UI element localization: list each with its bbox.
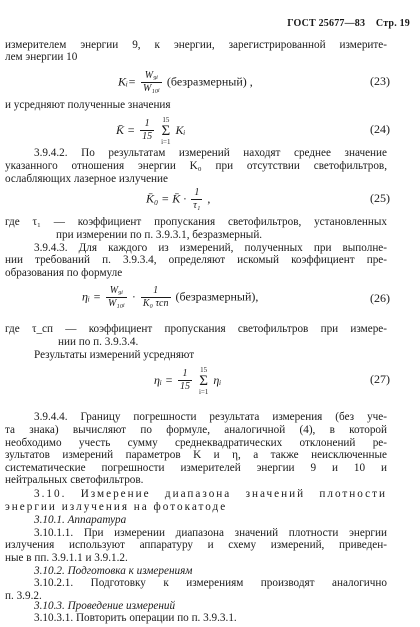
section-heading: энергии излучения на фотокатоде [5, 500, 228, 513]
equation-25: K̄₀ = K̄ · $\frac{1}{\text{τ₁}}$ , (25) [146, 187, 390, 212]
equation-fraction: $\frac{\text{W₉ᵢ}}{\text{W₁₀ᵢ}}$ [107, 285, 125, 310]
equation-24 [0, 112, 420, 146]
page-header [287, 18, 410, 29]
text-line: 3.9.4.2. По результатам измерений находят среднее значение [34, 147, 387, 160]
standard-code: ГОСТ 25677—83 [287, 18, 366, 29]
text-line: 3.10.1.1. При измерении диапазона значений плотности энергии [34, 526, 387, 539]
equation-number: (25) [370, 191, 390, 206]
text-line: и усредняют полученные значения [5, 98, 171, 111]
equation-fraction: $\frac{1}{\text{τ₁}}$ [193, 187, 201, 212]
equation-fraction: $\frac{1}{15}$ [179, 368, 190, 393]
equation-note: (безразмерный) , [166, 74, 253, 89]
text-line: излучения используют аппаратуру и схему измерений, приведен- [5, 539, 387, 552]
text-line: измерителем энергии 9, к энергии, зарегистрированной измерите- [5, 38, 387, 51]
equation-lhs: K̄₀ = K̄ · [146, 191, 187, 206]
text-line: систематические погрешности измерителей энергии 9 и 10 и [5, 461, 387, 474]
sum-sign: 15 Σ i=1 [198, 365, 209, 396]
equation-26: ηᵢ = $\frac{\text{W₉ᵢ}}{\text{W₁₀ᵢ}}$ · $\frac{1}{\text{K₀ τсп}}$ (безразмерный), (26) [82, 285, 390, 310]
equation-lhs: ηᵢ = [82, 289, 101, 304]
text-line: зультатов измерений параметров K и η, а также неисключенные [5, 449, 387, 462]
equation-fraction: $\frac{\text{W₉ᵢ}}{\text{W₁₀ᵢ}}$ [143, 70, 160, 95]
text-line: образования по формуле [5, 266, 123, 279]
equation-23 [0, 64, 420, 98]
text-line: 3.9.4.4. Границу погрешности результата измерения (без уче- [34, 411, 387, 424]
subsection-heading: 3.10.1. Аппаратура [34, 514, 127, 527]
text-line: при измерении по п. 3.9.3.1, безразмерный. [56, 228, 263, 241]
equation-number: (24) [370, 121, 390, 136]
text-line: п. 3.9.2. [5, 589, 42, 602]
text-line: лем энергии 10 [5, 51, 78, 64]
text-line: указанного отношения энергии K₀ при отсутствии светофильтров, [5, 160, 387, 173]
equation-fraction: $\frac{1}{\text{K₀ τсп}}$ [142, 285, 169, 310]
equation-term: Kᵢ [175, 122, 186, 137]
text-line: нейтральных светофильтров. [5, 474, 144, 487]
text-line: необходимо учесть сумму среднеквадратических отклонений ре- [5, 436, 387, 449]
text-line: нии по п. 3.9.3.4. [58, 335, 139, 348]
section-heading: 3.10. Измерение диапазона значений плотности [34, 487, 387, 500]
text-line: нии требований п. 3.9.3.4, определяют искомый коэффициент пре- [5, 254, 387, 267]
text-line: та знака) вычисляют по формуле, аналогичной (4), в которой [5, 423, 387, 436]
page-number: Стр. 19 [375, 18, 410, 29]
text-line: 3.10.2.1. Подготовку к измерениям производят аналогично [34, 577, 387, 590]
equation-number: (27) [370, 371, 390, 386]
equation-note: (безразмерный), [175, 289, 259, 304]
subsection-heading: 3.10.3. Проведение измерений [34, 600, 176, 612]
equation-27 [0, 362, 420, 396]
text-line: ные в пп. 3.9.1.1 и 3.9.1.2. [5, 551, 128, 564]
subsection-heading: 3.10.2. Подготовка к измерениям [34, 564, 193, 577]
equation-lhs: ηᵢ = [154, 372, 173, 387]
text-line: где τ_сп — коэффициент пропускания светофильтров при измере- [5, 323, 387, 335]
text-line: 3.9.4.3. Для каждого из измерений, полученных при выполне- [34, 241, 387, 254]
text-line: где τ₁ — коэффициент пропускания светофильтров, установленных [5, 216, 387, 229]
equation-number: (23) [370, 74, 390, 89]
text-line: Результаты измерений усредняют [34, 349, 195, 362]
sum-sign: 15 Σ i=1 [161, 115, 171, 146]
equation-number: (26) [370, 291, 390, 306]
equation-term: ηᵢ [213, 372, 222, 387]
equation-lhs: K̄ = [116, 122, 136, 137]
text-line: ослабляющих лазерное излучение [5, 172, 169, 185]
equation-lhs: Kᵢ= [118, 74, 136, 89]
text-line: 3.10.3.1. Повторить операции по п. 3.9.3.1. [34, 612, 237, 624]
equation-fraction: $\frac{1}{15}$ [142, 118, 153, 143]
